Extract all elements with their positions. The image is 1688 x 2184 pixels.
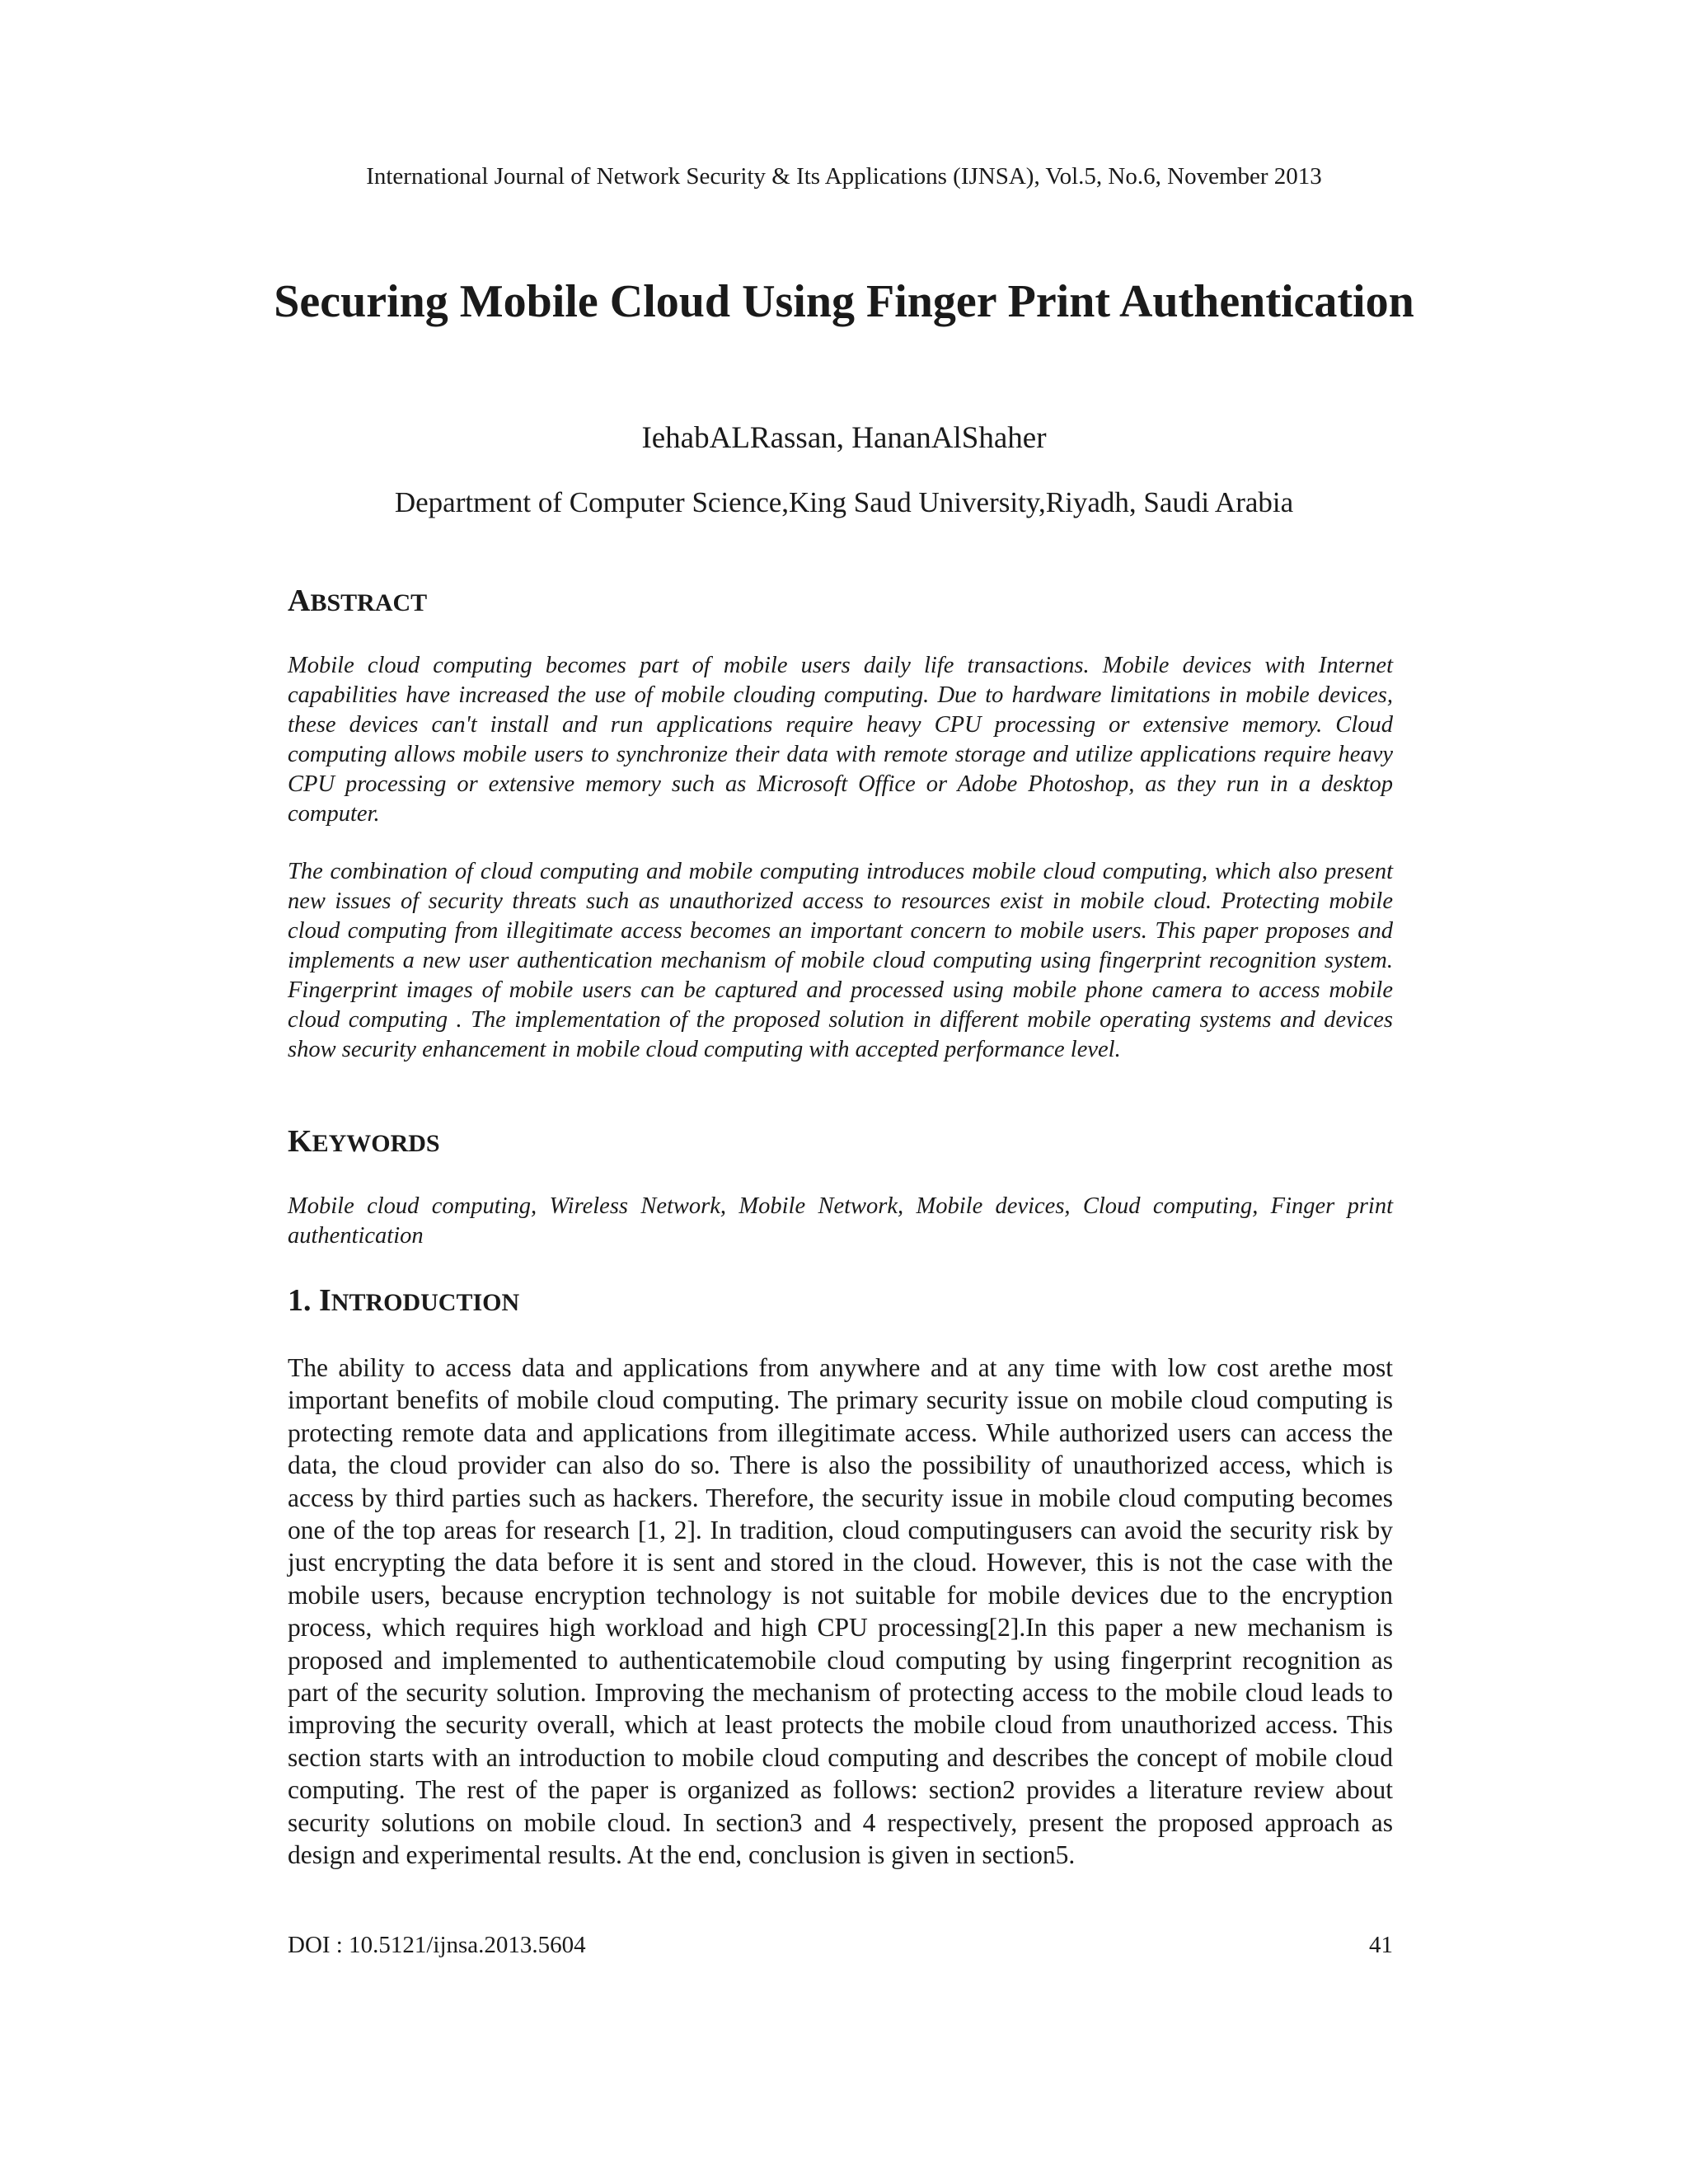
introduction-paragraph: The ability to access data and applications from anywhere and at any time with low cost arethe most important benefits of mobile cloud computing. The primary security issue on mobile cloud computing is protecting remote data and applications from illegitimate access. While authorized users can access the data, the cloud provider can also do so. There is also the possibility of unauthorized access, which is access by third parties such as hackers. Therefore, the security issue in mobile cloud computing becomes one of the top areas for research [1, 2]. In tradition, cloud computingusers can avoid the security risk by just encrypting the data before it is sent and stored in the cloud. However, this is not the case with the mobile users, because encryption technology is not suitable for mobile devices due to the encryption process, which requires high workload and high CPU processing[2].In this paper a new mechanism is proposed and implemented to authenticatemobile cloud computing by using fingerprint recognition as part of the security solution. Improving the mechanism of protecting access to the mobile cloud leads to improving the security overall, which at least protects the mobile cloud from unauthorized access. This section starts with an introduction to mobile cloud computing and describes the concept of mobile cloud computing. The rest of the paper is organized as follows: section2 provides a literature review about security solutions on mobile cloud. In section3 and 4 respectively, present the proposed approach as design and experimental results. At the end, conclusion is given in section5. bbox=[288, 1353, 1393, 1870]
keywords-text: Mobile cloud computing, Wireless Network, Mobile Network, Mobile devices, Cloud computing, Finger print authentication bbox=[288, 1193, 1393, 1249]
keywords-heading-rest: EYWORDS bbox=[312, 1130, 440, 1157]
abstract-paragraph-2: The combination of cloud computing and mobile computing introduces mobile cloud computing, which also present new issues of security threats such as unauthorized access to resources exist in mobile cloud. Protecting mobile cloud computing from illegitimate access becomes an important concern to mobile users. This paper proposes and implements a new user authentication mechanism of mobile cloud computing using fingerprint recognition system. Fingerprint images of mobile users can be captured and processed using mobile phone camera to access mobile cloud computing . The implementation of the proposed solution in different mobile operating systems and devices show security enhancement in mobile cloud computing with accepted performance level. bbox=[288, 859, 1393, 1062]
abstract-heading-rest: BSTRACT bbox=[310, 589, 428, 616]
paper-title: Securing Mobile Cloud Using Finger Print Authentication bbox=[274, 276, 1414, 327]
abstract-heading-initial: A bbox=[288, 583, 311, 618]
running-header: International Journal of Network Security & Its Applications (IJNSA), Vol.5, No.6, November 2013 bbox=[366, 163, 1322, 190]
introduction-heading-rest: NTRODUCTION bbox=[331, 1289, 520, 1316]
doi-text: DOI : 10.5121/ijnsa.2013.5604 bbox=[288, 1932, 586, 1958]
keywords-heading bbox=[288, 1122, 440, 1163]
introduction-heading-number: 1. bbox=[288, 1283, 319, 1318]
introduction-heading-initial: I bbox=[319, 1283, 331, 1318]
abstract-paragraph-1: Mobile cloud computing becomes part of mobile users daily life transactions. Mobile devices with Internet capabilities have increased the use of mobile clouding computing. Due to hardware limitations in mobile devices, these devices can't install and run applications require heavy CPU processing or extensive memory. Cloud computing allows mobile users to synchronize their data with remote storage and utilize applications require heavy CPU processing or extensive memory such as Microsoft Office or Adobe Photoshop, as they run in a desktop computer. bbox=[288, 653, 1393, 827]
page-number: 41 bbox=[1369, 1932, 1393, 1958]
abstract-heading bbox=[288, 582, 427, 622]
author-affiliation: Department of Computer Science,King Saud University,Riyadh, Saudi Arabia bbox=[394, 486, 1294, 518]
author-list: IehabALRassan, HananAlShaher bbox=[641, 421, 1047, 455]
introduction-heading bbox=[288, 1282, 519, 1322]
keywords-heading-initial: K bbox=[288, 1124, 312, 1159]
